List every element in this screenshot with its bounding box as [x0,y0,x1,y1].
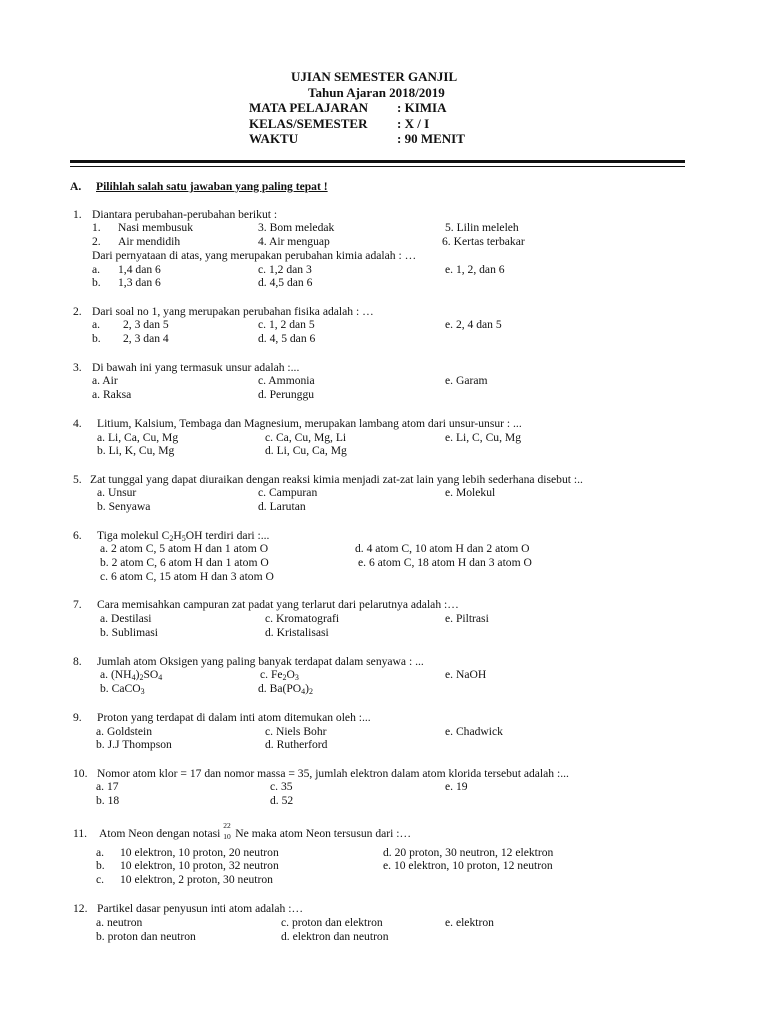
formula-part: b. CaCO [100,682,141,695]
q5-number: 5. [73,473,82,486]
option-a: 2, 3 dan 5 [123,318,169,331]
option-b: b. J.J Thompson [96,738,172,751]
subject-label: MATA PELAJARAN [249,100,369,115]
option-a [100,668,162,682]
q2-number: 2. [73,305,82,318]
option-b: b. proton dan neutron [96,930,196,943]
q6-text-pre: Tiga molekul C [97,529,170,542]
subject-value: : KIMIA [397,100,447,115]
option-letter: b. [92,332,101,345]
formula-part: a. (NH [100,668,132,681]
q11-text-pre: Atom Neon dengan notasi [99,827,221,840]
option-c: c. Ammonia [258,374,315,387]
formula-sub: 3 [140,687,145,696]
formula-part: ) [305,682,310,695]
q1-item: 3. Bom meledak [258,221,335,234]
q5-text: Zat tunggal yang dapat diuraikan dengan reaksi kimia menjadi zat-zat lain yang lebih sederhana disebut :.. [90,473,583,486]
option-d: d. 20 proton, 30 neutron, 12 elektron [383,846,554,859]
section-letter: A. [70,180,82,193]
option-c: c. Niels Bohr [265,725,327,738]
exam-title: UJIAN SEMESTER GANJIL [291,69,458,84]
option-b [100,682,145,696]
option-e: e. Piltrasi [445,612,489,625]
option-b: 1,3 dan 6 [118,276,161,289]
q1-stem: Dari pernyataan di atas, yang merupakan perubahan kimia adalah : … [92,249,417,262]
option-d: d. 4,5 dan 6 [258,276,313,289]
formula-sub: 2 [139,673,144,682]
option-e: e. Li, C, Cu, Mg [445,431,522,444]
formula-sub: 2 [282,673,287,682]
option-d: d. Rutherford [265,738,328,751]
option-b: b. Li, K, Cu, Mg [97,444,175,457]
formula-part: ) [135,668,140,681]
q7-text: Cara memisahkan campuran zat padat yang terlarut dari pelarutnya adalah :… [97,598,459,611]
formula-part: c. Fe [260,668,283,681]
option-d: d. 4, 5 dan 6 [258,332,316,345]
formula-sub: 4 [301,687,306,696]
header-divider-thin [70,166,685,167]
option-letter: a. [92,263,101,276]
option-b: 10 elektron, 10 proton, 32 neutron [120,859,279,872]
option-b: 2, 3 dan 4 [123,332,169,345]
q8-number: 8. [73,655,82,668]
option-b: b. Senyawa [97,500,151,513]
option-c: c. proton dan elektron [281,916,383,929]
q6-text-mid: H [173,529,182,542]
option-a: a. Destilasi [100,612,152,625]
option-c: c. Ca, Cu, Mg, Li [265,431,347,444]
formula-part: O [286,668,295,681]
q1-number: 1. [73,208,82,221]
option-a: 1,4 dan 6 [118,263,161,276]
option-b: b. 18 [96,794,120,807]
option-letter: b. [92,276,101,289]
option-d: d. Larutan [258,500,306,513]
option-c: 10 elektron, 2 proton, 30 neutron [120,873,273,886]
q1-item: Nasi membusuk [118,221,194,234]
q6-sub: 2 [169,534,174,543]
formula-part: d. Ba(PO [258,682,302,695]
option-b: b. 2 atom C, 6 atom H dan 1 atom O [100,556,269,569]
q9-text: Proton yang terdapat di dalam inti atom ditemukan oleh :... [97,711,371,724]
q1-item: Air mendidih [118,235,181,248]
option-e: e. 6 atom C, 18 atom H dan 3 atom O [358,556,532,569]
option-letter: b. [96,859,105,872]
option-letter: c. [96,873,105,886]
formula-sub: 3 [294,673,299,682]
q1-text: Diantara perubahan-perubahan berikut : [92,208,278,221]
option-a: 10 elektron, 10 proton, 20 neutron [120,846,279,859]
q11-text-post: Ne maka atom Neon tersusun dari :… [235,827,412,840]
option-d: d. Li, Cu, Ca, Mg [265,444,347,457]
option-e: e. elektron [445,916,494,929]
formula-sub: 2 [309,687,314,696]
option-c: c. 1,2 dan 3 [258,263,312,276]
option-a: a. Air [92,374,118,387]
school-year: Tahun Ajaran 2018/2019 [308,85,445,100]
section-instruction: Pilihlah salah satu jawaban yang paling tepat ! [96,180,328,193]
option-e: e. Chadwick [445,725,503,738]
option-c: c. 6 atom C, 15 atom H dan 3 atom O [100,570,274,583]
option-letter: a. [96,846,105,859]
q1-item: 5. Lilin meleleh [445,221,519,234]
option-d: d. Kristalisasi [265,626,329,639]
option-b: a. Raksa [92,388,132,401]
q12-text: Partikel dasar penyusun inti atom adalah :… [97,902,304,915]
q1-item: 4. Air menguap [258,235,330,248]
q1-item: 1. [92,221,101,234]
q3-text: Di bawah ini yang termasuk unsur adalah :... [92,361,300,374]
q7-number: 7. [73,598,82,611]
q6-text-post: OH terdiri dari :... [185,529,270,542]
option-a: a. Li, Ca, Cu, Mg [97,431,179,444]
option-b: b. Sublimasi [100,626,158,639]
option-e: e. 10 elektron, 10 proton, 12 neutron [383,859,553,872]
option-a: a. 2 atom C, 5 atom H dan 1 atom O [100,542,269,555]
class-label: KELAS/SEMESTER [249,116,368,131]
q6-text [97,529,269,543]
q6-sub: 5 [181,534,186,543]
q10-text: Nomor atom klor = 17 dan nomor massa = 35, jumlah elektron dalam atom klorida tersebut adalah :... [97,767,569,780]
q11-text [99,821,412,841]
option-a: a. 17 [96,780,119,793]
option-c [260,668,299,682]
option-c: c. Kromatografi [265,612,340,625]
class-value: : X / I [397,116,430,131]
q11-number: 11. [73,827,88,840]
q2-text: Dari soal no 1, yang merupakan perubahan fisika adalah : … [92,305,374,318]
option-c: c. 35 [270,780,293,793]
option-e: e. 1, 2, dan 6 [445,263,505,276]
q10-number: 10. [73,767,88,780]
option-d: d. elektron dan neutron [281,930,389,943]
option-e: e. NaOH [445,668,487,681]
option-a: a. neutron [96,916,143,929]
mass-number: 22 [223,821,231,830]
option-d: d. 4 atom C, 10 atom H dan 2 atom O [355,542,530,555]
q3-number: 3. [73,361,82,374]
option-e: e. 2, 4 dan 5 [445,318,502,331]
option-d [258,682,313,696]
time-label: WAKTU [249,131,299,146]
formula-sub: 4 [158,673,163,682]
option-e: e. 19 [445,780,468,793]
formula-sub: 4 [131,673,136,682]
q1-item: 6. Kertas terbakar [442,235,525,248]
time-value: : 90 MENIT [397,131,465,146]
option-c: c. Campuran [258,486,318,499]
q4-text: Litium, Kalsium, Tembaga dan Magnesium, merupakan lambang atom dari unsur-unsur : ... [97,417,522,430]
q9-number: 9. [73,711,82,724]
formula-part: SO [143,668,159,681]
header-divider-thick [70,160,685,163]
q6-number: 6. [73,529,82,542]
q12-number: 12. [73,902,88,915]
option-a: a. Unsur [97,486,137,499]
atomic-number: 10 [223,832,231,841]
option-e: e. Molekul [445,486,496,499]
option-d: d. 52 [270,794,294,807]
isotope-notation [223,821,235,841]
q1-item: 2. [92,235,101,248]
q8-text: Jumlah atom Oksigen yang paling banyak terdapat dalam senyawa : ... [97,655,424,668]
q4-number: 4. [73,417,82,430]
option-letter: a. [92,318,101,331]
option-c: c. 1, 2 dan 5 [258,318,315,331]
option-e: e. Garam [445,374,488,387]
option-a: a. Goldstein [96,725,153,738]
option-d: d. Perunggu [258,388,315,401]
